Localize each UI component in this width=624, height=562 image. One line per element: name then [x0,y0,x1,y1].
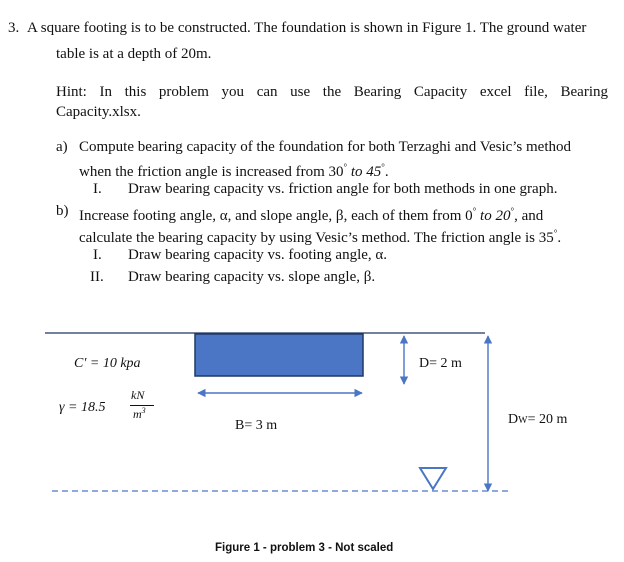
water-depth-label: DW= 20 m [508,412,568,427]
cohesion-label: C′ = 10 kpa [74,356,141,371]
part-b-sub2-marker: II. [90,269,104,285]
question-number: 3. [8,20,20,36]
part-b-line-1: Increase footing angle, α, and slope angle, β, each of them from 0° to 20°, and [79,206,544,224]
part-a-line-2: when the friction angle is increased from 30° to 45°. [79,162,389,180]
part-b-line-2: calculate the bearing capacity by using Vesic’s method. The friction angle is 35°. [79,228,562,246]
part-b-marker: b) [56,203,69,219]
hint-line-1: Hint: In this problem you can use the Bearing Capacity excel file, Bearing [56,84,608,100]
footing-block [195,334,363,376]
question-line-1: A square footing is to be constructed. The foundation is shown in Figure 1. The ground water [27,20,587,36]
part-b-sub1-text: Draw bearing capacity vs. footing angle, α. [128,247,388,263]
depth-label: D= 2 m [419,356,462,371]
width-label: B= 3 m [235,418,278,433]
figure-caption: Figure 1 - problem 3 - Not scaled [215,542,394,554]
water-table-symbol-icon [420,468,446,489]
unit-weight-unit-denominator: $m^3$ [133,406,146,421]
part-a-sub1-text: Draw bearing capacity vs. friction angle for both methods in one graph. [128,181,558,197]
part-a-line-1: Compute bearing capacity of the foundation for both Terzaghi and Vesic’s method [79,139,572,155]
hint-line-2: Capacity.xlsx. [56,104,141,120]
unit-weight-label: γ = 18.5 [59,400,106,415]
question-line-2: table is at a depth of 20m. [56,46,212,62]
part-b-sub2-text: Draw bearing capacity vs. slope angle, β. [128,269,376,285]
part-b-sub1-marker: I. [93,247,102,263]
unit-weight-unit-numerator: kN [131,388,145,402]
part-a-sub1-marker: I. [93,181,102,197]
part-a-marker: a) [56,139,68,155]
